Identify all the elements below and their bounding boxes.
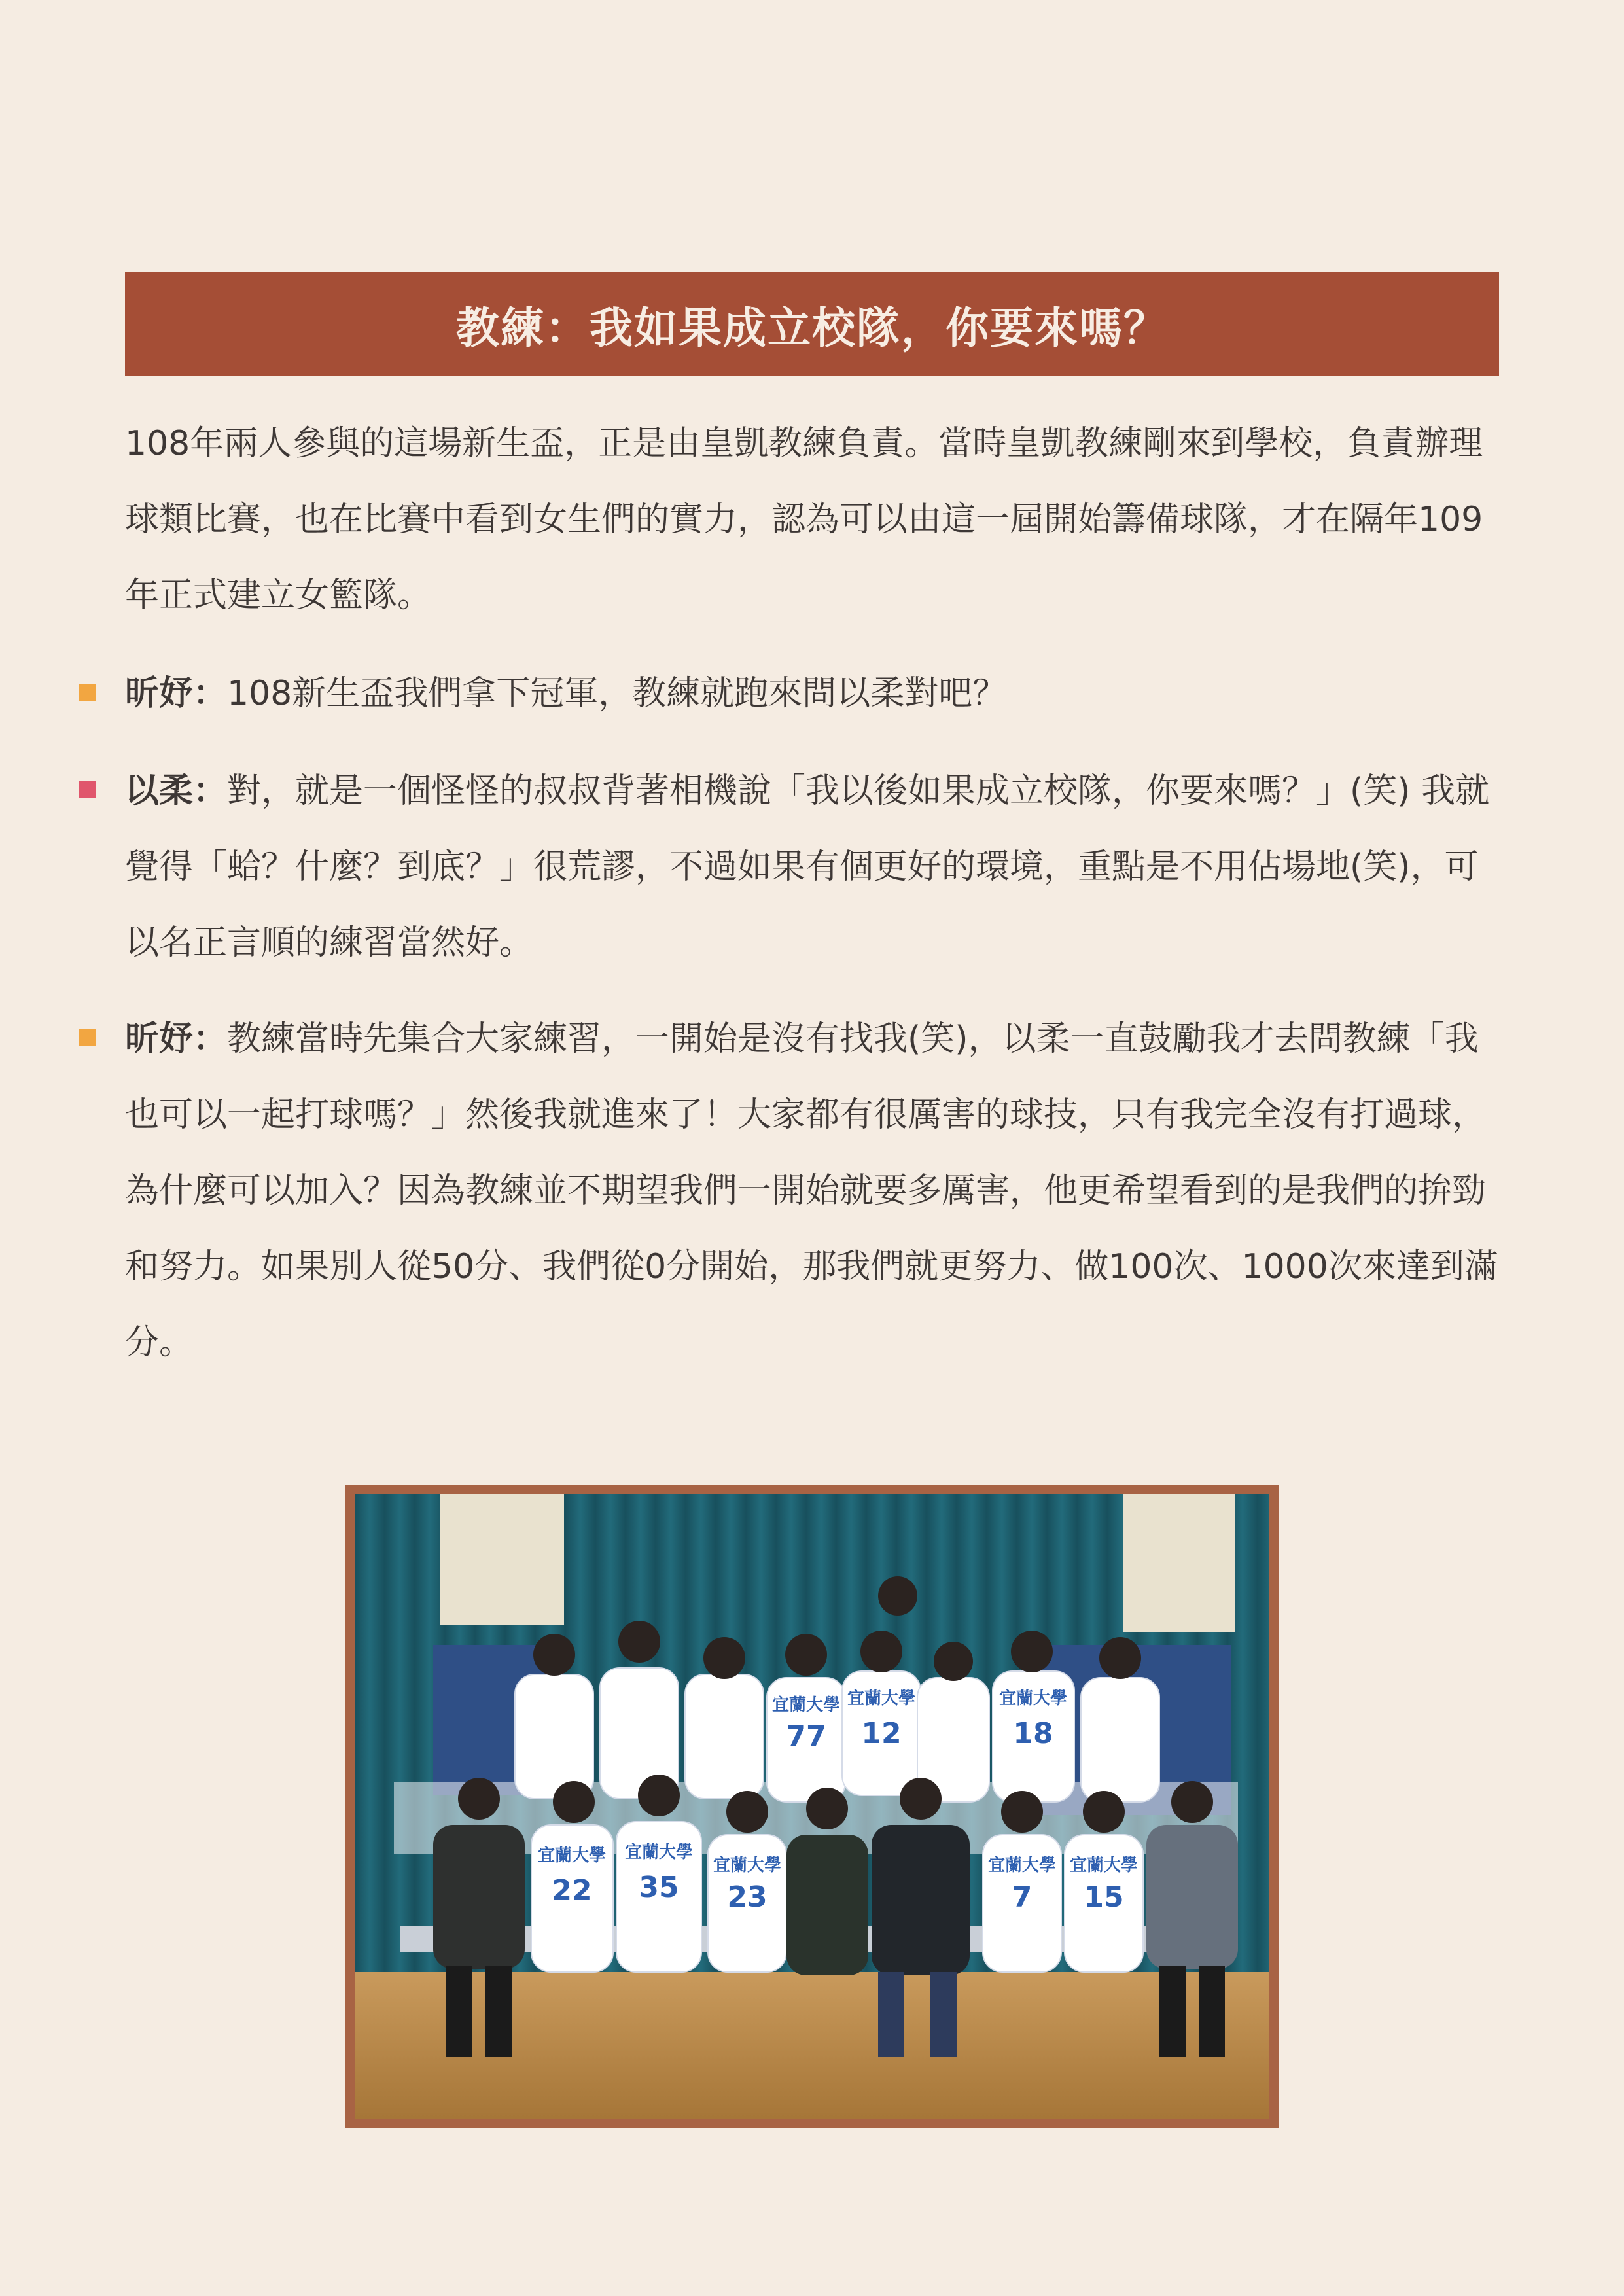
section-title: 教練：我如果成立校隊，你要來嗎？ bbox=[456, 302, 1168, 353]
jersey-label: 宜蘭大學 bbox=[624, 1843, 694, 1862]
speaker-name: 昕妤： bbox=[125, 674, 228, 713]
intro-paragraph: 108年兩人參與的這場新生盃，正是由皇凱教練負責。當時皇凱教練剛來到學校，負責辦理球類比賽，也在比賽中看到女生們的實力，認為可以由這一屆開始籌備球隊，才在隔年109年正式建立女籃隊。 bbox=[125, 424, 1483, 615]
jersey-number: 35 bbox=[639, 1871, 679, 1904]
bullet-square-icon bbox=[79, 781, 96, 798]
jersey-label: 宜蘭大學 bbox=[537, 1846, 607, 1865]
dialogue-text: 對，就是一個怪怪的叔叔背著相機說「我以後如果成立校隊，你要來嗎？」(笑) 我就覺得「蛤？什麼？到底？」很荒謬，不過如果有個更好的環境，重點是不用佔場地(笑)，可以名正言順的練習當然好。 bbox=[125, 771, 1490, 963]
jersey-number: 77 bbox=[786, 1720, 826, 1754]
speaker-name: 以柔： bbox=[125, 771, 228, 811]
jersey-number: 7 bbox=[1012, 1881, 1033, 1914]
jersey-label: 宜蘭大學 bbox=[998, 1689, 1068, 1708]
dialogue-item bbox=[125, 753, 1499, 981]
jersey-number: 12 bbox=[861, 1717, 902, 1750]
jersey-number: 18 bbox=[1013, 1717, 1053, 1750]
dialogue-text: 108新生盃我們拿下冠軍，教練就跑來問以柔對吧？ bbox=[227, 674, 1007, 713]
jersey-label: 宜蘭大學 bbox=[987, 1856, 1057, 1875]
section-banner bbox=[125, 272, 1499, 376]
jersey-label: 宜蘭大學 bbox=[847, 1689, 916, 1708]
dialogue-text: 教練當時先集合大家練習，一開始是沒有找我(笑)，以柔一直鼓勵我才去問教練「我也可以一起打球嗎？」然後我就進來了！大家都有很厲害的球技，只有我完全沒有打過球，為什麼可以加入？因為教練並不期望我們一開始就要多厲害，他更希望看到的是我們的拚勁和努力。如果別人從50分、我們從0分開始，那我們就更努力、做100次、1000次來達到滿分。 bbox=[125, 1019, 1498, 1362]
jersey-number: 23 bbox=[727, 1881, 768, 1914]
jersey-label: 宜蘭大學 bbox=[771, 1695, 841, 1715]
jersey-label: 宜蘭大學 bbox=[713, 1856, 782, 1875]
bullet-square-icon bbox=[79, 684, 96, 701]
jersey-number: 22 bbox=[552, 1874, 592, 1907]
team-photo bbox=[345, 1485, 1279, 2128]
jersey-label: 宜蘭大學 bbox=[1069, 1856, 1139, 1875]
jersey-number: 15 bbox=[1084, 1881, 1124, 1914]
dialogue-item bbox=[125, 1001, 1499, 1381]
bullet-square-icon bbox=[79, 1029, 96, 1046]
team-photo-illustration bbox=[355, 1494, 1269, 2119]
dialogue-item bbox=[125, 656, 1499, 732]
speaker-name: 昕妤： bbox=[125, 1019, 228, 1059]
